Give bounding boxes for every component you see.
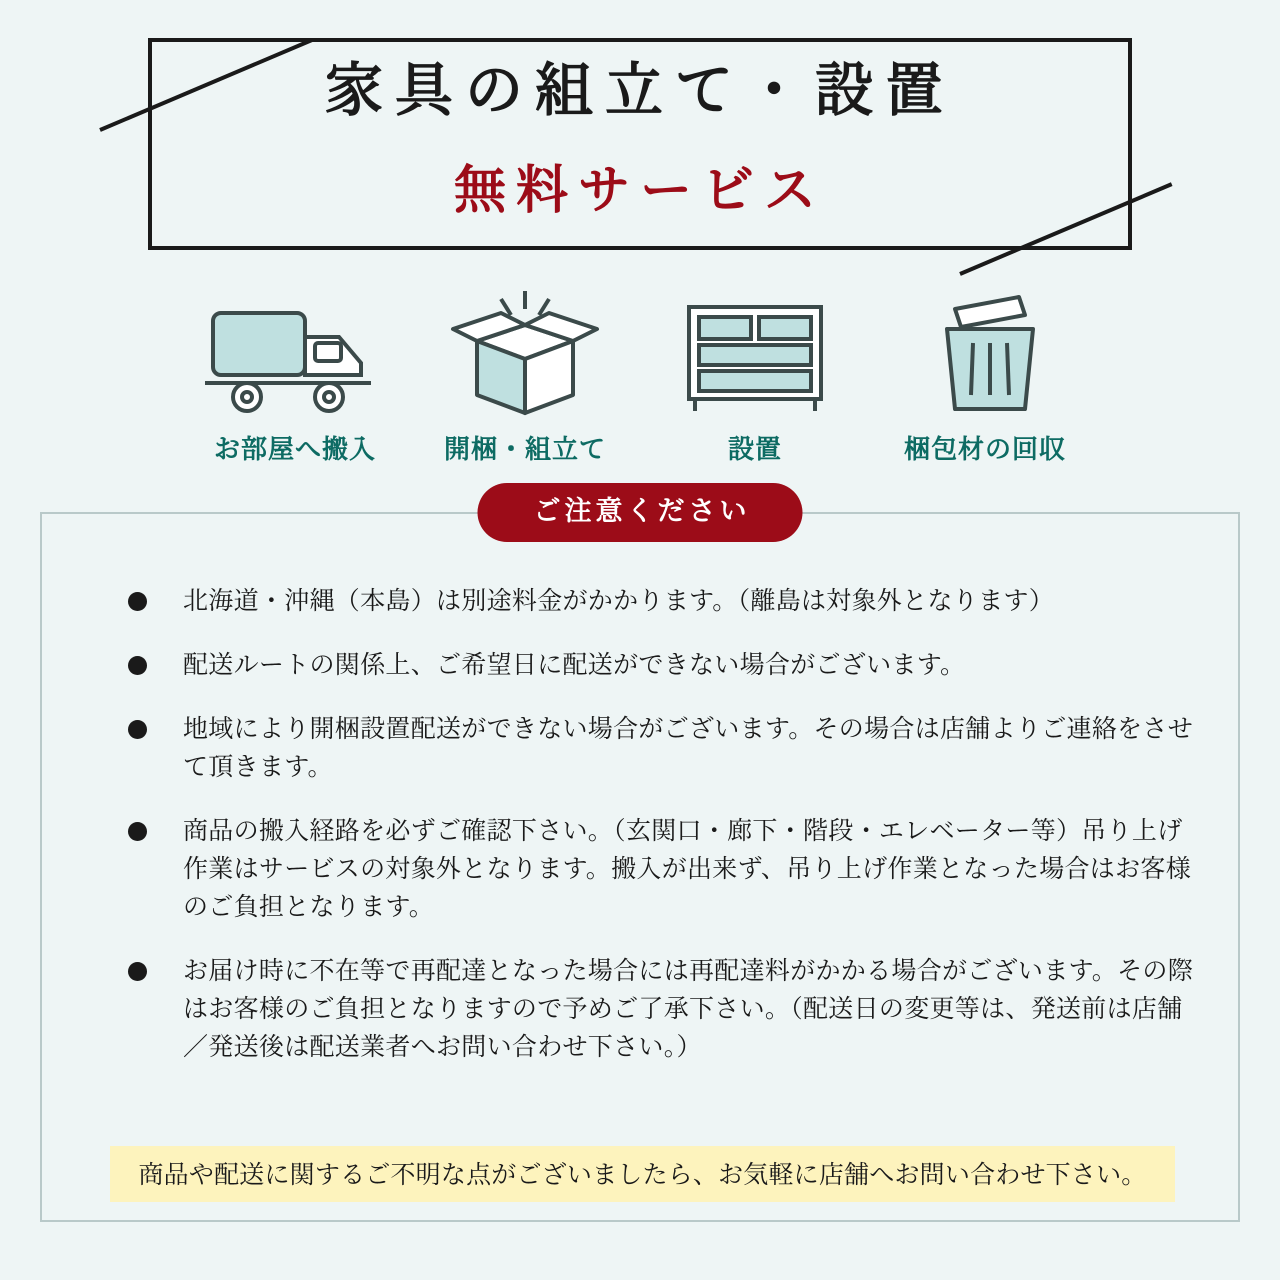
notice-badge: ご注意ください — [478, 483, 803, 542]
contact-note: 商品や配送に関するご不明な点がございましたら、お気軽に店舗へお問い合わせ下さい。 — [110, 1146, 1175, 1202]
list-item — [76, 710, 1204, 786]
notice-text: 北海道・沖縄（本島）は別途料金がかかります。（離島は対象外となります） — [183, 587, 1055, 615]
list-item — [76, 646, 1204, 684]
bullet-icon — [128, 656, 147, 675]
bullet-icon — [128, 592, 147, 611]
bullet-icon — [128, 962, 147, 981]
page-title-line1: 家具の組立て・設置 — [324, 58, 955, 123]
notice-text: 地域により開梱設置配送ができない場合がございます。その場合は店舗よりご連絡をさせて頂きます。 — [183, 715, 1194, 781]
feature-label: 梱包材の回収 — [903, 434, 1066, 464]
feature-label: お部屋へ搬入 — [213, 434, 376, 464]
feature-item-delivery — [180, 282, 410, 466]
feature-label: 設置 — [727, 434, 782, 464]
bullet-icon — [128, 720, 147, 739]
open-box-icon — [410, 282, 640, 427]
notice-list — [42, 514, 1238, 1066]
bullet-icon — [128, 822, 147, 841]
feature-item-unpack — [410, 282, 640, 466]
list-item — [76, 582, 1204, 620]
feature-item-install — [640, 282, 870, 466]
header-banner — [0, 0, 1280, 270]
page-title-line2: 無料サービス — [453, 162, 826, 220]
notice-text: お届け時に不在等で再配達となった場合には再配達料がかかる場合がございます。その際はお客様のご負担となりますので予めご了承下さい。（配送日の変更等は、発送前は店舗／発送後は配送業者へお問い合わせ下さい。） — [183, 957, 1194, 1061]
notice-text: 配送ルートの関係上、ご希望日に配送ができない場合がございます。 — [183, 651, 966, 679]
trash-bin-icon — [870, 282, 1100, 427]
notice-text: 商品の搬入経路を必ずご確認下さい。（玄関口・廊下・階段・エレベーター等）吊り上げ作業はサービスの対象外となります。搬入が出来ず、吊り上げ作業となった場合はお客様のご負担となります。 — [183, 817, 1192, 921]
list-item — [76, 952, 1204, 1066]
feature-list — [0, 270, 1280, 500]
truck-icon — [180, 282, 410, 427]
feature-item-recycle — [870, 282, 1100, 466]
dresser-icon — [640, 282, 870, 427]
notice-panel — [40, 496, 1240, 1222]
feature-label: 開梱・組立て — [443, 434, 606, 464]
list-item — [76, 812, 1204, 926]
